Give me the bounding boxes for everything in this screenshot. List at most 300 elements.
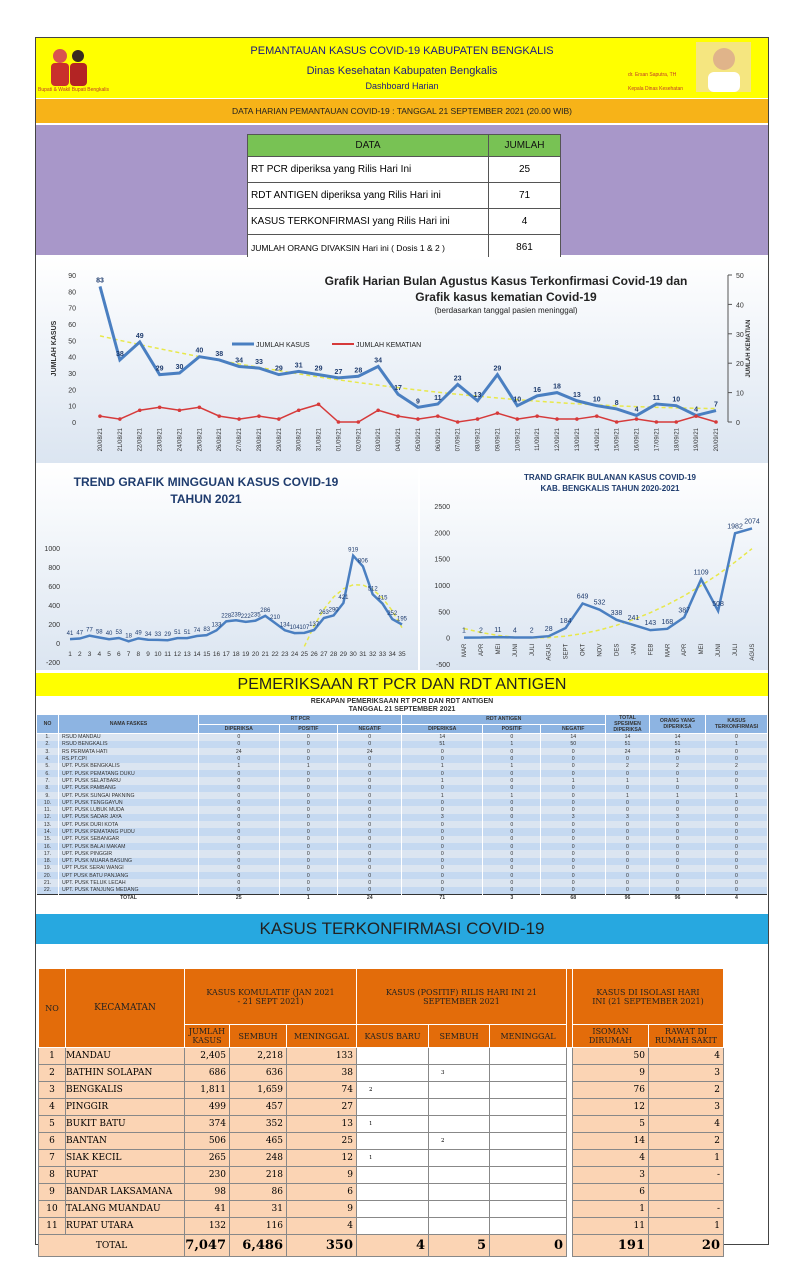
pcr-cell: 0 (650, 785, 706, 792)
pcr-cell: 0 (338, 734, 402, 741)
pcr-cell: 0 (606, 770, 650, 777)
data-label: 13 (473, 391, 482, 399)
cases-cell (490, 1150, 567, 1167)
x-tick-label: 4 (97, 651, 102, 658)
data-label: 40 (195, 347, 204, 355)
data-label: 137 (309, 621, 320, 628)
kecamatan-name: BANTAN (66, 1133, 185, 1150)
cases-cell: 6 (573, 1184, 649, 1201)
pcr-cell: 21. (37, 879, 59, 886)
x-tick-label: 16 (212, 651, 221, 658)
data-label: 415 (377, 595, 388, 602)
pcr-cell: 0 (706, 770, 768, 777)
pcr-cell: 0 (338, 872, 402, 879)
data-label: 16 (533, 386, 542, 394)
weekly-chart (36, 466, 418, 670)
data-label: 4 (694, 406, 699, 414)
cases-row (39, 1218, 724, 1235)
data-label: 10 (672, 396, 681, 404)
cases-section-title: KASUS TERKONFIRMASI COVID-19 (36, 914, 768, 944)
data-label: 29 (164, 632, 171, 639)
pcr-cell: 0 (541, 858, 606, 865)
pcr-cell: 0 (483, 734, 541, 741)
y-tick-label: 500 (438, 609, 450, 617)
cases-cell: 11 (39, 1218, 66, 1235)
cases-cell: 116 (230, 1218, 287, 1235)
pcr-cell: 1 (483, 763, 541, 770)
x-tick-label: AGUS (546, 643, 553, 661)
pcr-cell: 12. (37, 814, 59, 821)
x-tick-label: 26 (310, 651, 318, 658)
data-label: 2 (529, 627, 534, 635)
kecamatan-name: TALANG MUANDAU (66, 1201, 185, 1218)
pcr-total-cell: 96 (650, 894, 706, 901)
cases-cell: 1,659 (230, 1082, 287, 1099)
pcr-row (37, 806, 768, 813)
y-tick-label: 400 (48, 603, 60, 610)
cases-cell: 1 (573, 1201, 649, 1218)
data-label: 4 (512, 627, 517, 635)
data-label: 919 (348, 547, 359, 554)
data-label: 512 (367, 586, 378, 593)
cases-cell: 132 (185, 1218, 230, 1235)
x-tick-label: 14 (193, 651, 201, 658)
pcr-cell: 0 (338, 770, 402, 777)
col-positif: POSITIF (483, 724, 541, 734)
x-tick-label: 19/09/21 (694, 428, 701, 452)
pcr-cell: 0 (706, 843, 768, 850)
data-label: 286 (260, 607, 271, 614)
pcr-row (37, 763, 768, 770)
pcr-cell: 0 (402, 828, 483, 835)
pcr-row (37, 792, 768, 799)
col-kasus: KASUS TERKONFIRMASI (706, 715, 768, 734)
x-tick-label: 17 (222, 651, 230, 658)
pcr-cell: 14 (402, 734, 483, 741)
faskes-name: UPT. PUSK SELATBARU (59, 777, 199, 784)
pcr-cell: 0 (541, 755, 606, 762)
x-tick-label: 21/08/21 (117, 428, 124, 452)
pcr-cell: 0 (650, 879, 706, 886)
y2-tick-label: 10 (736, 390, 744, 398)
x-tick-label: 20/09/21 (714, 428, 720, 452)
data-label: 195 (396, 616, 408, 623)
pcr-cell: 0 (541, 850, 606, 857)
pcr-cell: 24 (199, 748, 280, 755)
kematian-point (496, 411, 500, 415)
chart-title: TRAND GRAFIK BULANAN KASUS COVID-19 (523, 473, 697, 482)
cases-cell (490, 1048, 567, 1065)
data-label: 49 (135, 630, 142, 637)
pcr-cell: 0 (279, 799, 337, 806)
pcr-cell: 0 (606, 828, 650, 835)
pcr-cell: 0 (483, 858, 541, 865)
pcr-cell: 14 (650, 734, 706, 741)
kematian-point (515, 417, 519, 421)
pcr-cell: 0 (541, 785, 606, 792)
pcr-cell: 0 (199, 858, 280, 865)
data-label: 134 (279, 622, 290, 629)
pcr-total-cell: 24 (338, 894, 402, 901)
pcr-cell: 24 (606, 748, 650, 755)
daily-chart-panel (36, 257, 768, 463)
kecamatan-name: SIAK KECIL (66, 1150, 185, 1167)
kematian-point (674, 420, 678, 424)
x-tick-label: 09/09/21 (495, 428, 502, 452)
pcr-cell: 24 (650, 748, 706, 755)
pcr-cell: 2 (606, 763, 650, 770)
pcr-cell: 0 (650, 821, 706, 828)
cases-cell: 5 (39, 1116, 66, 1133)
pcr-cell: 0 (706, 734, 768, 741)
kematian-point (158, 406, 162, 410)
cases-cell: 6 (287, 1184, 357, 1201)
x-tick-label: 29 (339, 651, 348, 658)
pcr-cell: 0 (706, 821, 768, 828)
kematian-point (436, 414, 440, 418)
pcr-cell: 1 (402, 792, 483, 799)
pcr-cell: 22. (37, 887, 59, 894)
kecamatan-name: BATHIN SOLAPAN (66, 1065, 185, 1082)
pcr-cell: 0 (199, 872, 280, 879)
cases-cell (357, 1133, 429, 1150)
pcr-cell: 0 (199, 879, 280, 886)
x-tick-label: 33 (378, 651, 387, 658)
legend-kasus-label: JUMLAH KASUS (256, 342, 310, 349)
kematian-point (714, 420, 718, 424)
chart-title-2: KAB. BENGKALIS TAHUN 2020-2021 (540, 484, 680, 493)
data-label: 107 (299, 624, 310, 631)
cases-cell: 1 (649, 1150, 724, 1167)
faskes-name: UPT. PUSK BENGKALIS (59, 763, 199, 770)
cases-total-cell: 20 (649, 1235, 724, 1257)
pcr-cell: 0 (279, 755, 337, 762)
data-label: 34 (374, 357, 383, 365)
data-label: 77 (86, 627, 93, 634)
cases-col-kecamatan: KECAMATAN (66, 969, 185, 1048)
pcr-cell: 1 (706, 741, 768, 748)
data-label: 51 (183, 630, 191, 637)
pcr-cell: 0 (199, 821, 280, 828)
cases-cell (649, 1184, 724, 1201)
y-tick-label: 2500 (434, 504, 450, 511)
pcr-cell: 0 (279, 879, 337, 886)
pcr-cell: 11. (37, 806, 59, 813)
pcr-cell: 1 (402, 777, 483, 784)
faskes-name: UPT. PUSK TENGGAYUN (59, 799, 199, 806)
cases-cell (429, 1116, 490, 1133)
kematian-point (138, 408, 142, 412)
summary-value: 25 (489, 157, 561, 183)
chart-title: Grafik Harian Bulan Agustus Kasus Terkonfirmasi Covid-19 dan (324, 274, 688, 288)
data-label: 53 (115, 629, 123, 636)
data-label: 38 (215, 350, 224, 358)
cases-cell: 25 (287, 1133, 357, 1150)
data-label: 34 (144, 631, 152, 638)
data-label: 263 (318, 610, 329, 617)
col-orang: ORANG YANG DIPERIKSA (650, 715, 706, 734)
pcr-cell: 0 (279, 785, 337, 792)
kematian-point (694, 414, 698, 418)
cases-cell: 11 (573, 1218, 649, 1235)
x-tick-label: 01/09/21 (336, 428, 343, 452)
pcr-cell: 0 (541, 821, 606, 828)
pcr-cell: 0 (338, 741, 402, 748)
cases-cell: 4 (287, 1218, 357, 1235)
col-rdt: RDT ANTIGEN (402, 715, 606, 725)
cases-cell: 1,811 (185, 1082, 230, 1099)
page-subtitle: Dinas Kesehatan Kabupaten Bengkalis (306, 65, 498, 77)
x-tick-label: 16/09/21 (634, 428, 641, 452)
cases-cell: 248 (230, 1150, 287, 1167)
data-label: 222 (240, 613, 251, 620)
x-tick-label: 12/09/21 (555, 428, 562, 452)
pcr-cell: 0 (650, 755, 706, 762)
pcr-cell: 0 (279, 872, 337, 879)
cases-col-sembuh2: SEMBUH (429, 1025, 490, 1048)
pcr-row (37, 850, 768, 857)
legend-kematian-label: JUMLAH KEMATIAN (356, 342, 422, 349)
kecamatan-name: RUPAT (66, 1167, 185, 1184)
pcr-cell: 0 (279, 770, 337, 777)
y-tick-label: 40 (68, 354, 76, 362)
pcr-cell: 0 (338, 858, 402, 865)
pcr-cell: 0 (402, 770, 483, 777)
official-photo (696, 42, 751, 92)
pcr-cell: 3 (402, 814, 483, 821)
pcr-cell: 0 (483, 865, 541, 872)
pcr-cell: 0 (402, 821, 483, 828)
pcr-row (37, 821, 768, 828)
pcr-cell: 0 (541, 865, 606, 872)
cases-cell: 2 (429, 1133, 490, 1150)
faskes-name: UPT PUSK SERAI WANGI (59, 865, 199, 872)
cases-row (39, 1167, 724, 1184)
kematian-point (635, 417, 639, 421)
pcr-cell: 0 (338, 799, 402, 806)
cases-cell: 1 (357, 1116, 429, 1133)
pcr-cell: 1 (483, 741, 541, 748)
y2-axis-label: JUMLAH KEMATIAN (746, 319, 752, 378)
data-label: 13 (573, 391, 581, 399)
pcr-cell: 0 (402, 806, 483, 813)
pcr-cell: 0 (199, 741, 280, 748)
x-tick-label: 23/08/21 (157, 428, 164, 452)
kematian-point (456, 420, 460, 424)
x-tick-label: 18 (232, 651, 240, 658)
cases-cell: 2,405 (185, 1048, 230, 1065)
data-label: 23 (453, 375, 462, 383)
data-label: 40 (105, 631, 113, 638)
pcr-cell: 15. (37, 836, 59, 843)
data-label: 241 (627, 614, 640, 622)
pcr-cell: 51 (606, 741, 650, 748)
kematian-point (575, 417, 579, 421)
pcr-cell: 0 (706, 858, 768, 865)
cases-cell: 86 (230, 1184, 287, 1201)
pcr-cell: 0 (706, 850, 768, 857)
kematian-point (595, 414, 599, 418)
pcr-cell: 0 (541, 828, 606, 835)
daily-summary (36, 125, 768, 255)
cases-cell: 98 (185, 1184, 230, 1201)
pcr-cell: 0 (338, 865, 402, 872)
pcr-row (37, 872, 768, 879)
col-rtpcr: RT PCR (199, 715, 402, 725)
data-label: 51 (174, 630, 181, 637)
cases-total-cell: 0 (490, 1235, 567, 1257)
pcr-cell: 0 (606, 879, 650, 886)
cases-col-jumlah: JUMLAH KASUS (185, 1025, 230, 1048)
pcr-cell: 0 (199, 865, 280, 872)
data-label: 18 (553, 383, 561, 391)
y-tick-label: 600 (48, 584, 60, 591)
pcr-cell: 0 (338, 792, 402, 799)
x-tick-label: 20 (251, 651, 260, 658)
pcr-cell: 0 (706, 785, 768, 792)
faskes-name: RS PERMATA HATI (59, 748, 199, 755)
pcr-cell: 0 (402, 755, 483, 762)
data-label: 1 (462, 627, 466, 635)
pcr-row (37, 799, 768, 806)
cases-cell (429, 1167, 490, 1184)
kematian-point (476, 417, 480, 421)
summary-label: JUMLAH ORANG DIVAKSIN Hari ini ( Dosis 1 & 2 ) (248, 235, 489, 261)
pcr-cell: 1 (541, 777, 606, 784)
pcr-cell: 0 (650, 836, 706, 843)
x-tick-label: 11/09/21 (535, 428, 542, 451)
pcr-cell: 0 (338, 785, 402, 792)
x-tick-label: 19 (242, 651, 250, 658)
pcr-row (37, 741, 768, 748)
pcr-cell: 0 (606, 799, 650, 806)
pcr-cell: 1 (706, 792, 768, 799)
pcr-cell: 14 (606, 734, 650, 741)
data-label: 143 (644, 620, 657, 628)
data-label: 532 (593, 599, 606, 607)
pcr-cell: 0 (279, 814, 337, 821)
pcr-cell: 2 (706, 763, 768, 770)
pcr-cell: 0 (606, 785, 650, 792)
cases-cell (357, 1184, 429, 1201)
y2-tick-label: 20 (736, 361, 744, 369)
pcr-cell: 0 (650, 858, 706, 865)
cases-col-baru: KASUS BARU (357, 1025, 429, 1048)
data-label: 104 (289, 625, 300, 632)
pcr-cell: 0 (199, 836, 280, 843)
pcr-cell: 0 (541, 748, 606, 755)
cases-total-cell: 5 (429, 1235, 490, 1257)
pcr-cell: 0 (606, 843, 650, 850)
cases-cell (429, 1218, 490, 1235)
pcr-cell: 0 (402, 850, 483, 857)
data-label: 28 (544, 626, 553, 634)
pcr-cell: 0 (483, 828, 541, 835)
y-tick-label: -200 (45, 660, 60, 667)
y-tick-label: 70 (68, 305, 76, 313)
x-tick-label: 15/09/21 (614, 428, 621, 452)
pcr-cell: 0 (279, 792, 337, 799)
pcr-cell: 0 (706, 828, 768, 835)
pcr-row (37, 814, 768, 821)
pcr-cell: 0 (338, 828, 402, 835)
cases-cell (429, 1201, 490, 1218)
x-tick-label: 03/09/21 (376, 428, 383, 452)
pcr-cell: 16. (37, 843, 59, 850)
pcr-cell: 50 (541, 741, 606, 748)
pcr-cell: 0 (706, 872, 768, 879)
pcr-cell: 0 (199, 734, 280, 741)
cases-row (39, 1099, 724, 1116)
data-label: 8 (614, 399, 619, 407)
pcr-cell: 2. (37, 741, 59, 748)
pcr-cell: 0 (338, 814, 402, 821)
pcr-cell: 0 (706, 865, 768, 872)
cases-cell: 3 (573, 1167, 649, 1184)
pcr-cell: 0 (650, 806, 706, 813)
data-label: 27 (334, 368, 343, 376)
cases-cell (429, 1184, 490, 1201)
kematian-point (535, 414, 539, 418)
pcr-total-cell: 4 (706, 894, 768, 901)
pcr-section-title: PEMERIKSAAN RT PCR DAN RDT ANTIGEN (36, 673, 768, 696)
data-label: 33 (255, 359, 263, 367)
pcr-cell: 0 (338, 843, 402, 850)
cases-row (39, 1082, 724, 1099)
x-tick-label: 32 (369, 651, 377, 658)
data-label: 228 (221, 613, 232, 620)
cases-col-sembuh: SEMBUH (230, 1025, 287, 1048)
data-label: 74 (193, 627, 201, 634)
cases-cell (490, 1133, 567, 1150)
cases-col-komulatif: KASUS KOMULATIF (JAN 2021 - 21 SEPT 2021) (185, 969, 357, 1025)
x-tick-label: APR (682, 643, 689, 657)
pcr-cell: 3. (37, 748, 59, 755)
summary-table (247, 134, 561, 261)
x-tick-label: 9 (146, 651, 150, 658)
pcr-cell: 0 (483, 777, 541, 784)
cases-row (39, 1184, 724, 1201)
y-tick-label: 1500 (434, 556, 450, 564)
cases-cell: - (649, 1167, 724, 1184)
pcr-cell: 1 (199, 763, 280, 770)
kecamatan-name: RUPAT UTARA (66, 1218, 185, 1235)
kematian-point (297, 408, 301, 412)
pcr-cell: 13. (37, 821, 59, 828)
data-label: 49 (135, 332, 144, 340)
data-label: 18 (125, 633, 132, 640)
cases-cell: 457 (230, 1099, 287, 1116)
pcr-cell: 17. (37, 850, 59, 857)
data-label: 28 (354, 367, 363, 375)
x-tick-label: JUNI (512, 643, 519, 658)
pcr-cell: 0 (483, 806, 541, 813)
x-tick-label: 24 (290, 651, 299, 658)
cases-cell: 3 (39, 1082, 66, 1099)
page-subtitle-2: Dashboard Harian (365, 81, 439, 91)
pcr-cell: 9. (37, 792, 59, 799)
monthly-chart (420, 466, 768, 670)
x-tick-label: 22 (271, 651, 279, 658)
col-negatif: NEGATIF (338, 724, 402, 734)
pcr-cell: 6. (37, 770, 59, 777)
col-total: TOTAL SPESIMEN DIPERIKSA (606, 715, 650, 734)
cases-cell: 4 (39, 1099, 66, 1116)
cases-cell (490, 1184, 567, 1201)
cases-cell (357, 1218, 429, 1235)
y-tick-label: 90 (68, 273, 76, 280)
summary-label: RT PCR diperiksa yang Rilis Hari Ini (248, 157, 489, 183)
